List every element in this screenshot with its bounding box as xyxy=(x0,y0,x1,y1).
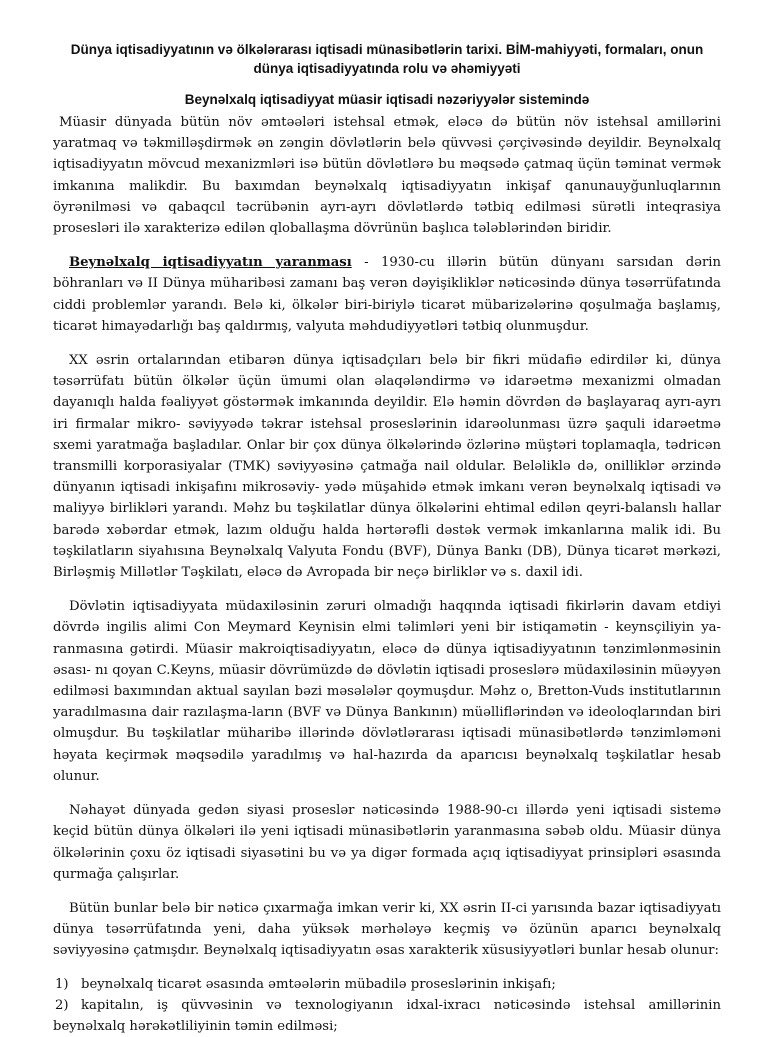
paragraph-transition: Nəhayət dünyada gedən siyasi proseslər nəticəsində 1988-90-cı illərdə yeni iqtisadi sistemə keçid bütün dünya ölkələri ilə yeni iqtisadi münasibətlərin yaranmasına səbəb oldu. Müasir dünya ölkələrinin çoxu öz iqtisadi siyasətini bu və ya digər formada açıq iqtisadiyyat prinsipləri əsasında qurmağa çalışırlar. xyxy=(53,803,721,882)
list-item-text: beynəlxalq ticarət əsasında əmtəələrin mübadilə proseslərinin inkişafı; xyxy=(81,976,556,992)
section-subtitle: Beynəlxalq iqtisadiyyat müasir iqtisadi nəzəriyyələr sistemində xyxy=(184,92,590,107)
emergence-heading: Beynəlxalq iqtisadiyyatın yaranması xyxy=(69,255,352,271)
list-item-number: 1) xyxy=(55,976,69,992)
paragraph-intro: Müasir dünyada bütün növ əmtəələri istehsal etmək, eləcə də bütün növ istehsal amillərini yaratmaq və təkmilləşdirmək ən zəngin dövlətlərin belə qüvvəsi çərçivəsində deyildir. Beynəlxalq iqtisadiyyatın mövcud mexanizmləri isə bütün dövlətlərə bu məqsədə çatmaq üçün təminat vermək imkanına malikdir. Bu baxımdan beynəlxalq iqtisadiyyatın inkişaf qanunauyğunluqlarının öyrənilməsi və qabaqcıl təcrübənin ayrı-ayrı dövlətlərdə tətbiq edilməsi sürətli inteqrasiya prosesləri ilə xarakterizə edilən qloballaşma dövrünün başlıca tələblərindən biridir. xyxy=(53,115,721,237)
paragraph-keynes: Dövlətin iqtisadiyyata müdaxiləsinin zəruri olmadığı haqqında iqtisadi fikirlərin davam etdiyi dövrdə ingilis alimi Con Meymard Keynisin elmi təlimləri yeni bir istiqamətin - keynsçiliyin ya-ranmasına gətirdi. Müasir makroiqtisadiyyatın, eləcə də dünya iqtisadiyyatının tənzimlənməsinin əsası- nı qoyan C.Keyns, müasir dövrümüzdə də dövlətin iqtisadi proseslərə müdaxiləsinin müəyyən edilməsi baxımından aktual sayılan bəzi məsələlər qoymuşdur. Məhz o, Bretton-Vuds institutlarının yaradılmasına dair razılaşma-ların (BVF və Dünya Bankının) müəlliflərindən və ideoloqlarından biri olmuşdur. Bu təşkilatlar müharibə illərində dövlətlərarası iqtisadi münasibətlərdə tənzimləməni həyata keçirmək məqsədilə yaradılmış və hal-hazırda da aparıcısı beynəlxalq təşkilatlar hesab olunur. xyxy=(53,599,721,784)
list-item-number: 2) xyxy=(55,997,69,1013)
list-item xyxy=(53,995,721,1037)
list-item-text: kapitalın, iş qüvvəsinin və texnologiyanın idxal-ixracı nəticəsində istehsal amillərinin beynəlxalq hərəkətliliyinin təmin edilməsi; xyxy=(53,997,721,1034)
document-page xyxy=(53,40,721,1037)
characteristics-list xyxy=(53,974,721,1037)
paragraph-20th-century: XX əsrin ortalarından etibarən dünya iqtisadçıları belə bir fikri müdafiə edirdilər ki, dünya təsərrüfatı bütün ölkələr üçün ümumi olan əlaqələndirmə və idarəetmə mexanizmi olmadan dayanıqlı halda fəaliyyət göstərmək imkanında deyildir. Elə həmin dövrdən də başlayaraq ayrı-ayrı iri firmalar mikro- səviyyədə təkrar istehsal proseslərinin idarəolunması üzrə şaquli idarəetmə sxemi yaratmağa başladılar. Onlar bir çox dünya ölkələrində özlərinə müştəri toplamaqla, tədricən transmilli korporasiyalar (TMK) səviyyəsinə çatmağa nail oldular. Beləliklə də, onilliklər ərzində dünyanın iqtisadi inkişafını mikrosəviy- yədə müşahidə etmək imkanı verən beynəlxalq iqtisadi və maliyyə birlikləri yarandı. Məhz bu təşkilatlar dünya ölkələrini ehtimal edilən qeyri-balanslı hallar barədə xəbərdar etmək, lazım olduğu halda hərtərəfli dəstək vermək imkanlarına malik idi. Bu təşkilatların siyahısına Beynəlxalq Valyuta Fondu (BVF), Dünya Bankı (DB), Dünya ticarət mərkəzi, Birləşmiş Millətlər Təşkilatı, eləcə də Avropada bir neçə birliklər və s. daxil idi. xyxy=(53,353,721,581)
list-item xyxy=(53,974,721,995)
emergence-text: - 1930-cu illərin bütün dünyanı sarsıdan dərin böhranları və II Dünya müharibəsi zamanı baş verən dəyişikliklər nəticəsində dünya təsərrüfatında ciddi problemlər yarandı. Belə ki, ölkələr biri-biriylə ticarət mübarizələrinə qoşulmağa başlamış, ticarət himayədarlığı baş qaldırmış, valyuta məhdudiyyətləri tətbiq olunmuşdur. xyxy=(53,255,721,334)
document-title: Dünya iqtisadiyyatının və ölkələrarası iqtisadi münasibətlərin tarixi. BİM-mahiyyəti, formaları, onun dünya iqtisadiyyatında rolu və əhəmiyyəti xyxy=(70,42,704,76)
paragraph-emergence xyxy=(53,252,721,337)
paragraph-conclusion: Bütün bunlar belə bir nəticə çıxarmağa imkan verir ki, XX əsrin II-ci yarısında bazar iqtisadiyyatı dünya təsərrüfatında yeni, daha yüksək mərhələyə keçmiş və özünün aparıcı beynəlxalq səviyyəsinə çatmışdır. Beynəlxalq iqtisadiyyatın əsas xarakterik xüsusiyyətləri bunlar hesab olunur: xyxy=(53,900,721,959)
